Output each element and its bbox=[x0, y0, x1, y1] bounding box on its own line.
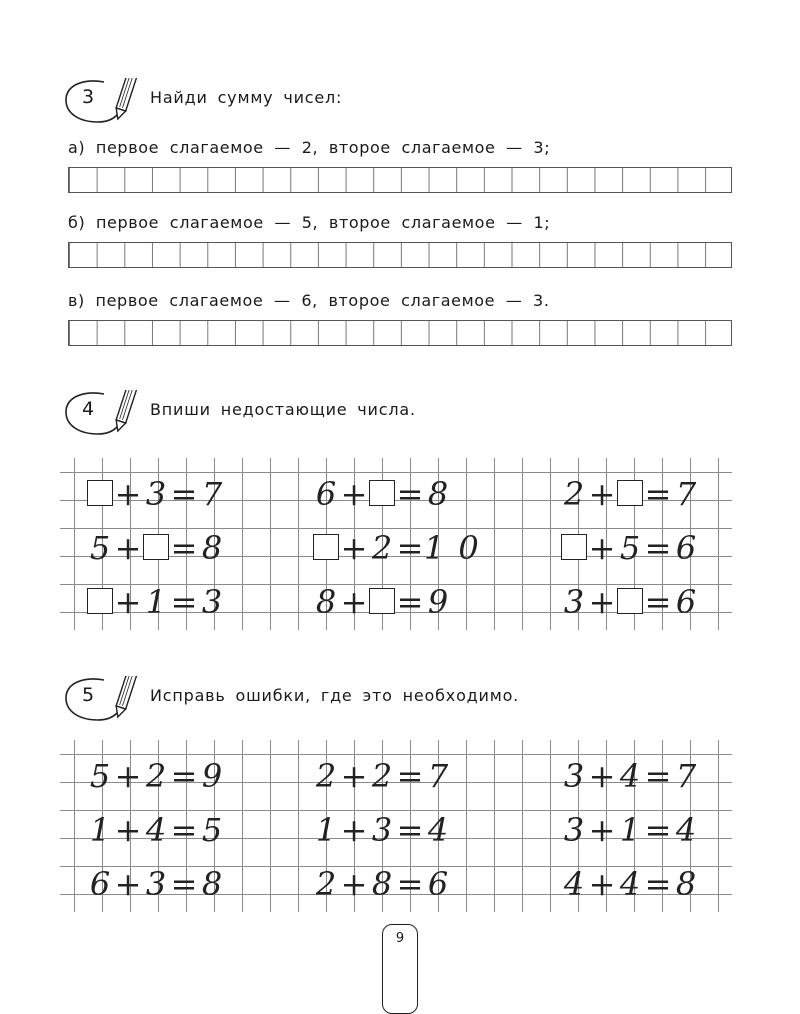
pencil-badge-icon bbox=[64, 676, 144, 726]
task-4-grid bbox=[60, 458, 732, 630]
operator[interactable]: = bbox=[396, 811, 424, 849]
digit[interactable]: 2 bbox=[371, 757, 393, 795]
operator[interactable]: = bbox=[170, 757, 198, 795]
digit[interactable]: 3 bbox=[145, 865, 167, 903]
digit: 6 bbox=[675, 583, 697, 621]
task-3-header bbox=[64, 78, 684, 122]
digit[interactable]: 5 bbox=[89, 757, 111, 795]
operator: + bbox=[114, 529, 142, 567]
page-number: 9 bbox=[395, 931, 405, 946]
digit[interactable]: 4 bbox=[619, 757, 641, 795]
digit: 7 bbox=[201, 475, 223, 513]
task-number: 3 bbox=[82, 86, 95, 108]
operator[interactable]: + bbox=[340, 757, 368, 795]
operator[interactable]: = bbox=[396, 757, 424, 795]
digit: 5 bbox=[619, 529, 641, 567]
digit[interactable]: 7 bbox=[427, 757, 449, 795]
digit[interactable]: 4 bbox=[563, 865, 585, 903]
task-number: 5 bbox=[82, 684, 95, 706]
task-4-header bbox=[64, 390, 684, 434]
answer-blank[interactable] bbox=[87, 588, 113, 614]
task-title: Впиши недостающие числа. bbox=[150, 400, 416, 419]
digit: 8 bbox=[201, 529, 223, 567]
digit: 6 bbox=[675, 529, 697, 567]
digit: 2 bbox=[563, 475, 585, 513]
operator[interactable]: + bbox=[588, 865, 616, 903]
digit: 3 bbox=[201, 583, 223, 621]
digit[interactable]: 7 bbox=[675, 757, 697, 795]
operator: + bbox=[588, 475, 616, 513]
operator: = bbox=[170, 583, 198, 621]
task-3-item-a: а) первое слагаемое — 2, второе слагаемое — 3; bbox=[68, 138, 551, 157]
operator: = bbox=[396, 583, 424, 621]
digit: 9 bbox=[427, 583, 449, 621]
digit[interactable]: 9 bbox=[201, 757, 223, 795]
answer-blank[interactable] bbox=[617, 480, 643, 506]
digit: 10 bbox=[424, 529, 493, 567]
operator: = bbox=[644, 529, 672, 567]
answer-blank[interactable] bbox=[313, 534, 339, 560]
operator: + bbox=[340, 529, 368, 567]
operator[interactable]: + bbox=[114, 757, 142, 795]
operator[interactable]: = bbox=[644, 811, 672, 849]
task-3-item-b: б) первое слагаемое — 5, второе слагаемое — 1; bbox=[68, 213, 551, 232]
operator[interactable]: = bbox=[644, 757, 672, 795]
operator: + bbox=[114, 583, 142, 621]
digit: 5 bbox=[89, 529, 111, 567]
answer-blank[interactable] bbox=[369, 588, 395, 614]
operator: + bbox=[340, 475, 368, 513]
answer-cells-b[interactable] bbox=[68, 242, 732, 268]
task-3-item-c: в) первое слагаемое — 6, второе слагаемое — 3. bbox=[68, 291, 550, 310]
digit[interactable]: 1 bbox=[315, 811, 337, 849]
digit[interactable]: 8 bbox=[371, 865, 393, 903]
answer-blank[interactable] bbox=[561, 534, 587, 560]
digit[interactable]: 8 bbox=[201, 865, 223, 903]
operator: = bbox=[170, 475, 198, 513]
digit: 8 bbox=[315, 583, 337, 621]
digit: 7 bbox=[675, 475, 697, 513]
operator: + bbox=[588, 583, 616, 621]
task-title: Найди сумму чисел: bbox=[150, 88, 343, 107]
operator[interactable]: = bbox=[396, 865, 424, 903]
operator[interactable]: + bbox=[340, 865, 368, 903]
task-5-grid bbox=[60, 740, 732, 912]
operator[interactable]: + bbox=[588, 811, 616, 849]
digit[interactable]: 6 bbox=[427, 865, 449, 903]
answer-cells-c[interactable] bbox=[68, 320, 732, 346]
digit[interactable]: 1 bbox=[619, 811, 641, 849]
digit[interactable]: 2 bbox=[315, 865, 337, 903]
digit[interactable]: 6 bbox=[89, 865, 111, 903]
task-number: 4 bbox=[82, 398, 95, 420]
operator: + bbox=[588, 529, 616, 567]
digit: 2 bbox=[371, 529, 393, 567]
answer-blank[interactable] bbox=[143, 534, 169, 560]
operator: + bbox=[340, 583, 368, 621]
digit[interactable]: 3 bbox=[371, 811, 393, 849]
operator: = bbox=[396, 529, 424, 567]
operator: = bbox=[396, 475, 424, 513]
digit[interactable]: 2 bbox=[145, 757, 167, 795]
operator[interactable]: = bbox=[170, 865, 198, 903]
digit: 3 bbox=[145, 475, 167, 513]
operator[interactable]: = bbox=[170, 811, 198, 849]
digit[interactable]: 1 bbox=[89, 811, 111, 849]
digit[interactable]: 4 bbox=[619, 865, 641, 903]
operator: = bbox=[170, 529, 198, 567]
digit[interactable]: 8 bbox=[675, 865, 697, 903]
digit: 3 bbox=[563, 583, 585, 621]
answer-blank[interactable] bbox=[617, 588, 643, 614]
pencil-badge-icon bbox=[64, 78, 144, 128]
page-number-tab bbox=[382, 924, 418, 1014]
operator[interactable]: = bbox=[644, 865, 672, 903]
operator[interactable]: + bbox=[114, 865, 142, 903]
digit[interactable]: 4 bbox=[145, 811, 167, 849]
digit[interactable]: 4 bbox=[675, 811, 697, 849]
task-title: Исправь ошибки, где это необходимо. bbox=[150, 686, 520, 705]
answer-cells-a[interactable] bbox=[68, 167, 732, 193]
digit[interactable]: 3 bbox=[563, 757, 585, 795]
answer-blank[interactable] bbox=[87, 480, 113, 506]
digit[interactable]: 4 bbox=[427, 811, 449, 849]
operator: = bbox=[644, 583, 672, 621]
operator[interactable]: + bbox=[588, 757, 616, 795]
operator[interactable]: + bbox=[114, 811, 142, 849]
pencil-badge-icon bbox=[64, 390, 144, 440]
digit: 8 bbox=[427, 475, 449, 513]
task-5-header bbox=[64, 676, 684, 720]
operator: + bbox=[114, 475, 142, 513]
operator: = bbox=[644, 475, 672, 513]
digit[interactable]: 3 bbox=[563, 811, 585, 849]
digit: 1 bbox=[145, 583, 167, 621]
digit: 6 bbox=[315, 475, 337, 513]
digit[interactable]: 5 bbox=[201, 811, 223, 849]
answer-blank[interactable] bbox=[369, 480, 395, 506]
operator[interactable]: + bbox=[340, 811, 368, 849]
digit[interactable]: 2 bbox=[315, 757, 337, 795]
